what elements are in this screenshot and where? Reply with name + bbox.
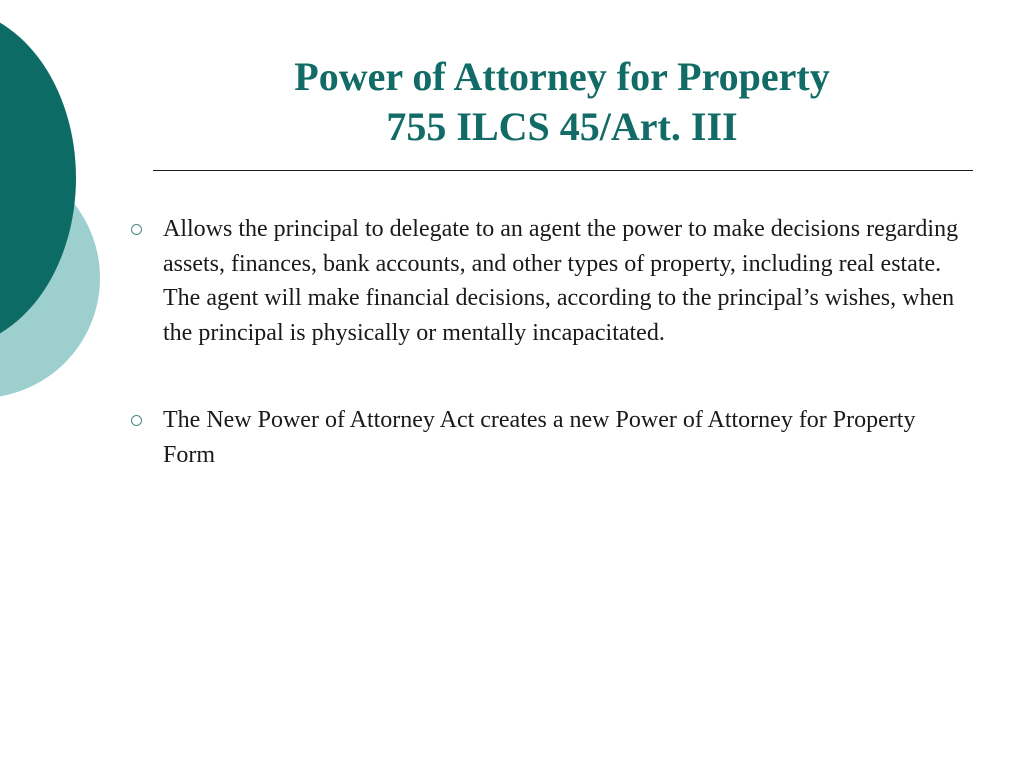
title-line-2: 755 ILCS 45/Art. III — [386, 104, 738, 149]
bullet-text: Allows the principal to delegate to an agent the power to make decisions regarding assets, finances, bank accounts, and other types of property, including real estate. The agent will make financial decisions, according to the principal’s wishes, when the principal is physically or mentally incapacitated. — [163, 216, 959, 346]
bullet-text: The New Power of Attorney Act creates a new Power of Attorney for Property Form — [163, 407, 916, 468]
hollow-circle-bullet-icon — [131, 415, 142, 426]
slide-title — [150, 52, 974, 152]
bullet-item — [130, 212, 970, 350]
title-line-1: Power of Attorney for Property — [294, 54, 830, 99]
bullet-item — [130, 403, 970, 472]
hollow-circle-bullet-icon — [131, 224, 142, 235]
title-divider — [153, 170, 973, 171]
bullet-list — [130, 212, 970, 472]
